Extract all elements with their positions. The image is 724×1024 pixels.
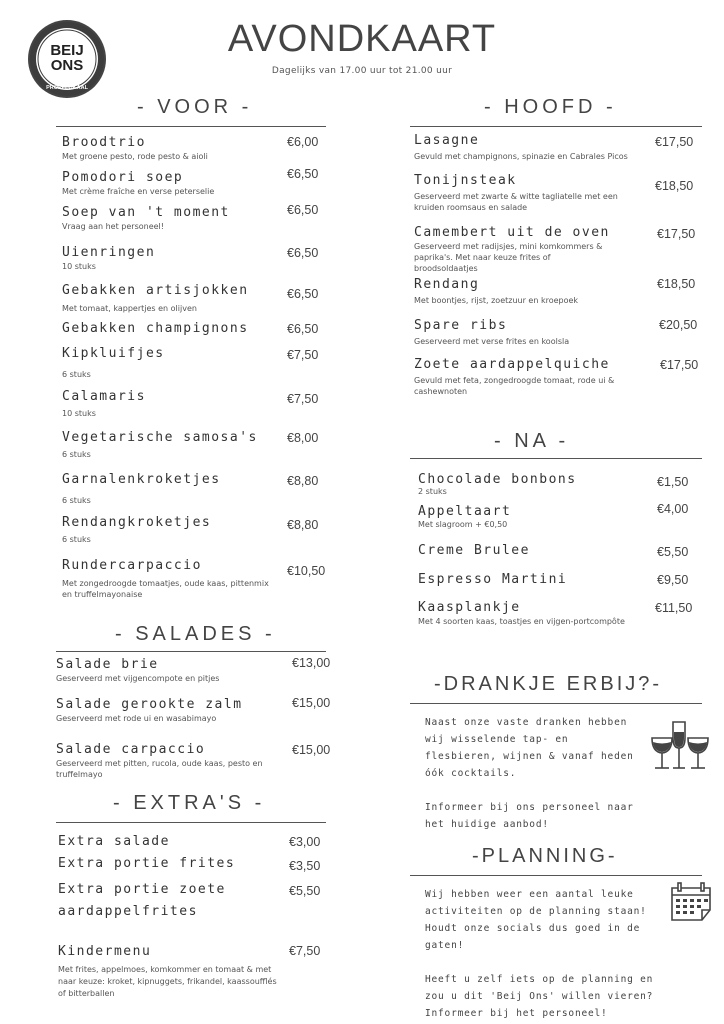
section-title-extras: - EXTRA'S - (113, 792, 266, 814)
menu-item: Rundercarpaccio Met zongedroogde tomaatjes, oude kaas, pittenmix en truffelmayonaise (62, 558, 269, 599)
item-price: €7,50 (289, 944, 321, 958)
item-price: €9,50 (657, 573, 689, 587)
logo-line2: ONS (50, 57, 84, 74)
item-price: €8,80 (287, 474, 319, 488)
section-title-voor: - VOOR - (137, 96, 253, 118)
menu-item: Appeltaart Met slagroom + €0,50 (418, 504, 512, 529)
item-price: €5,50 (289, 884, 321, 898)
glasses-icon (648, 720, 712, 772)
item-price: €8,00 (287, 431, 319, 445)
item-price: €17,50 (657, 227, 696, 241)
menu-item: Salade gerookte zalm Geserveerd met rode ui en wasabimayo (56, 697, 243, 723)
item-price: €6,50 (287, 246, 319, 260)
menu-item: Uienringen 10 stuks (62, 245, 156, 271)
section-title-na: - NA - (494, 430, 570, 452)
rule-planning (410, 875, 702, 876)
section-title-planning: -PLANNING- (472, 845, 618, 867)
item-price: €3,50 (289, 859, 321, 873)
item-price: €6,50 (287, 167, 319, 181)
menu-item: Extra portie frites (58, 856, 236, 871)
drankje-text: Naast onze vaste dranken hebben wij wisselende tap- en flesbieren, wijnen & vanaf heden óók cocktails. Informeer bij ons personeel naar het huidige aanbod! (425, 717, 634, 830)
menu-item: Salade carpaccio Geserveerd met pitten, rucola, oude kaas, pesto en truffelmayo (56, 742, 263, 779)
item-price: €6,50 (287, 287, 319, 301)
item-price: €3,00 (289, 835, 321, 849)
planning-text: Wij hebben weer een aantal leuke activiteiten op de planning staan! Houdt onze socials dus goed in de gaten! Heeft u zelf iets op de planning en zou u dit 'Beij Ons' willen vieren? Informeer bij het personeel! (425, 889, 654, 1019)
page-subtitle: Dagelijks van 17.00 uur tot 21.00 uur (271, 66, 453, 76)
item-price: €11,50 (655, 601, 693, 615)
calendar-icon (668, 880, 718, 924)
item-price: €20,50 (659, 318, 698, 332)
item-price: €7,50 (287, 348, 319, 362)
section-title-drankje: -DRANKJE ERBIJ?- (434, 673, 663, 695)
item-price: €17,50 (660, 358, 699, 372)
rule-na (410, 458, 702, 459)
menu-item: Soep van 't moment Vraag aan het personeel! (62, 205, 230, 231)
logo-line1: BEIJ (50, 42, 84, 59)
item-price: €13,00 (292, 656, 331, 670)
item-price: €17,50 (655, 135, 694, 149)
menu-item: Salade brie Geserveerd met vijgencompote en pitjes (56, 657, 220, 683)
item-price: €6,50 (287, 203, 319, 217)
menu-item: Rendang Met boontjes, rijst, zoetzuur en kroepoek (414, 277, 579, 305)
menu-item: Extra portie zoete aardappelfrites (58, 882, 226, 919)
menu-item: Zoete aardappelquiche Gevuld met feta, zongedroogde tomaat, rode ui & cashewnoten (414, 357, 615, 396)
menu-item: Chocolade bonbons 2 stuks (418, 472, 577, 496)
menu-item: Creme Brulee (418, 543, 530, 558)
page-title: AVONDKAART (227, 18, 497, 60)
item-price: €10,50 (287, 564, 326, 578)
menu-item: Pomodori soep Met crème fraîche en verse peterselie (62, 170, 215, 196)
menu-item: Rendangkroketjes 6 stuks (62, 515, 212, 544)
menu-item: Broodtrio Met groene pesto, rode pesto & aioli (62, 135, 208, 161)
menu-item: Gebakken artisjokken Met tomaat, kappertjes en olijven (62, 283, 249, 313)
item-price: €18,50 (655, 179, 694, 193)
rule-hoofd (410, 126, 702, 127)
section-title-hoofd: - HOOFD - (484, 96, 617, 118)
item-price: €1,50 (657, 475, 689, 489)
menu-item: Vegetarische samosa's 6 stuks (62, 430, 258, 459)
item-price: €6,50 (287, 322, 319, 336)
menu-item: Kipkluifjes 6 stuks (62, 346, 165, 379)
item-price: €15,00 (292, 743, 331, 757)
item-price: €5,50 (657, 545, 689, 559)
item-price: €6,00 (287, 135, 319, 149)
menu-item: Calamaris 10 stuks (62, 389, 146, 418)
menu-item: Kaasplankje Met 4 soorten kaas, toastjes en vijgen-portcompôte (418, 600, 625, 626)
rule-salades (56, 651, 326, 652)
item-price: €15,00 (292, 696, 331, 710)
rule-drankje (410, 703, 702, 704)
item-price: €7,50 (287, 392, 319, 406)
item-price: €18,50 (657, 277, 696, 291)
menu-item: Extra salade (58, 834, 170, 849)
rule-extras (56, 822, 326, 823)
item-price: €8,80 (287, 518, 319, 532)
menu-item: Gebakken champignons (62, 321, 249, 336)
item-price: €4,00 (657, 502, 689, 516)
rule-voor (56, 126, 326, 127)
menu-item: Lasagne Gevuld met champignons, spinazie en Cabrales Picos (414, 133, 628, 161)
section-title-salades: - SALADES - (115, 623, 276, 645)
menu-item: Camembert uit de oven Geserveerd met radijsjes, mini komkommers & paprika's. Met naar keuze frites of broodsoldaatjes (414, 225, 610, 273)
menu-item: Garnalenkroketjes 6 stuks (62, 472, 221, 505)
menu-item: Spare ribs Geserveerd met verse frites en koolsla (414, 318, 570, 346)
logo-sub: PROEFLOKAAL (46, 85, 88, 91)
menu-item: Tonijnsteak Geserveerd met zwarte & witte tagliatelle met een kruiden roomsaus en salade (414, 173, 618, 212)
menu-item: Kindermenu Met frites, appelmoes, komkommer en tomaat & met naar keuze: kroket, kipnuggets, frikandel, kaassoufflés of bitterballen (58, 944, 277, 998)
menu-item: Espresso Martini (418, 572, 568, 587)
